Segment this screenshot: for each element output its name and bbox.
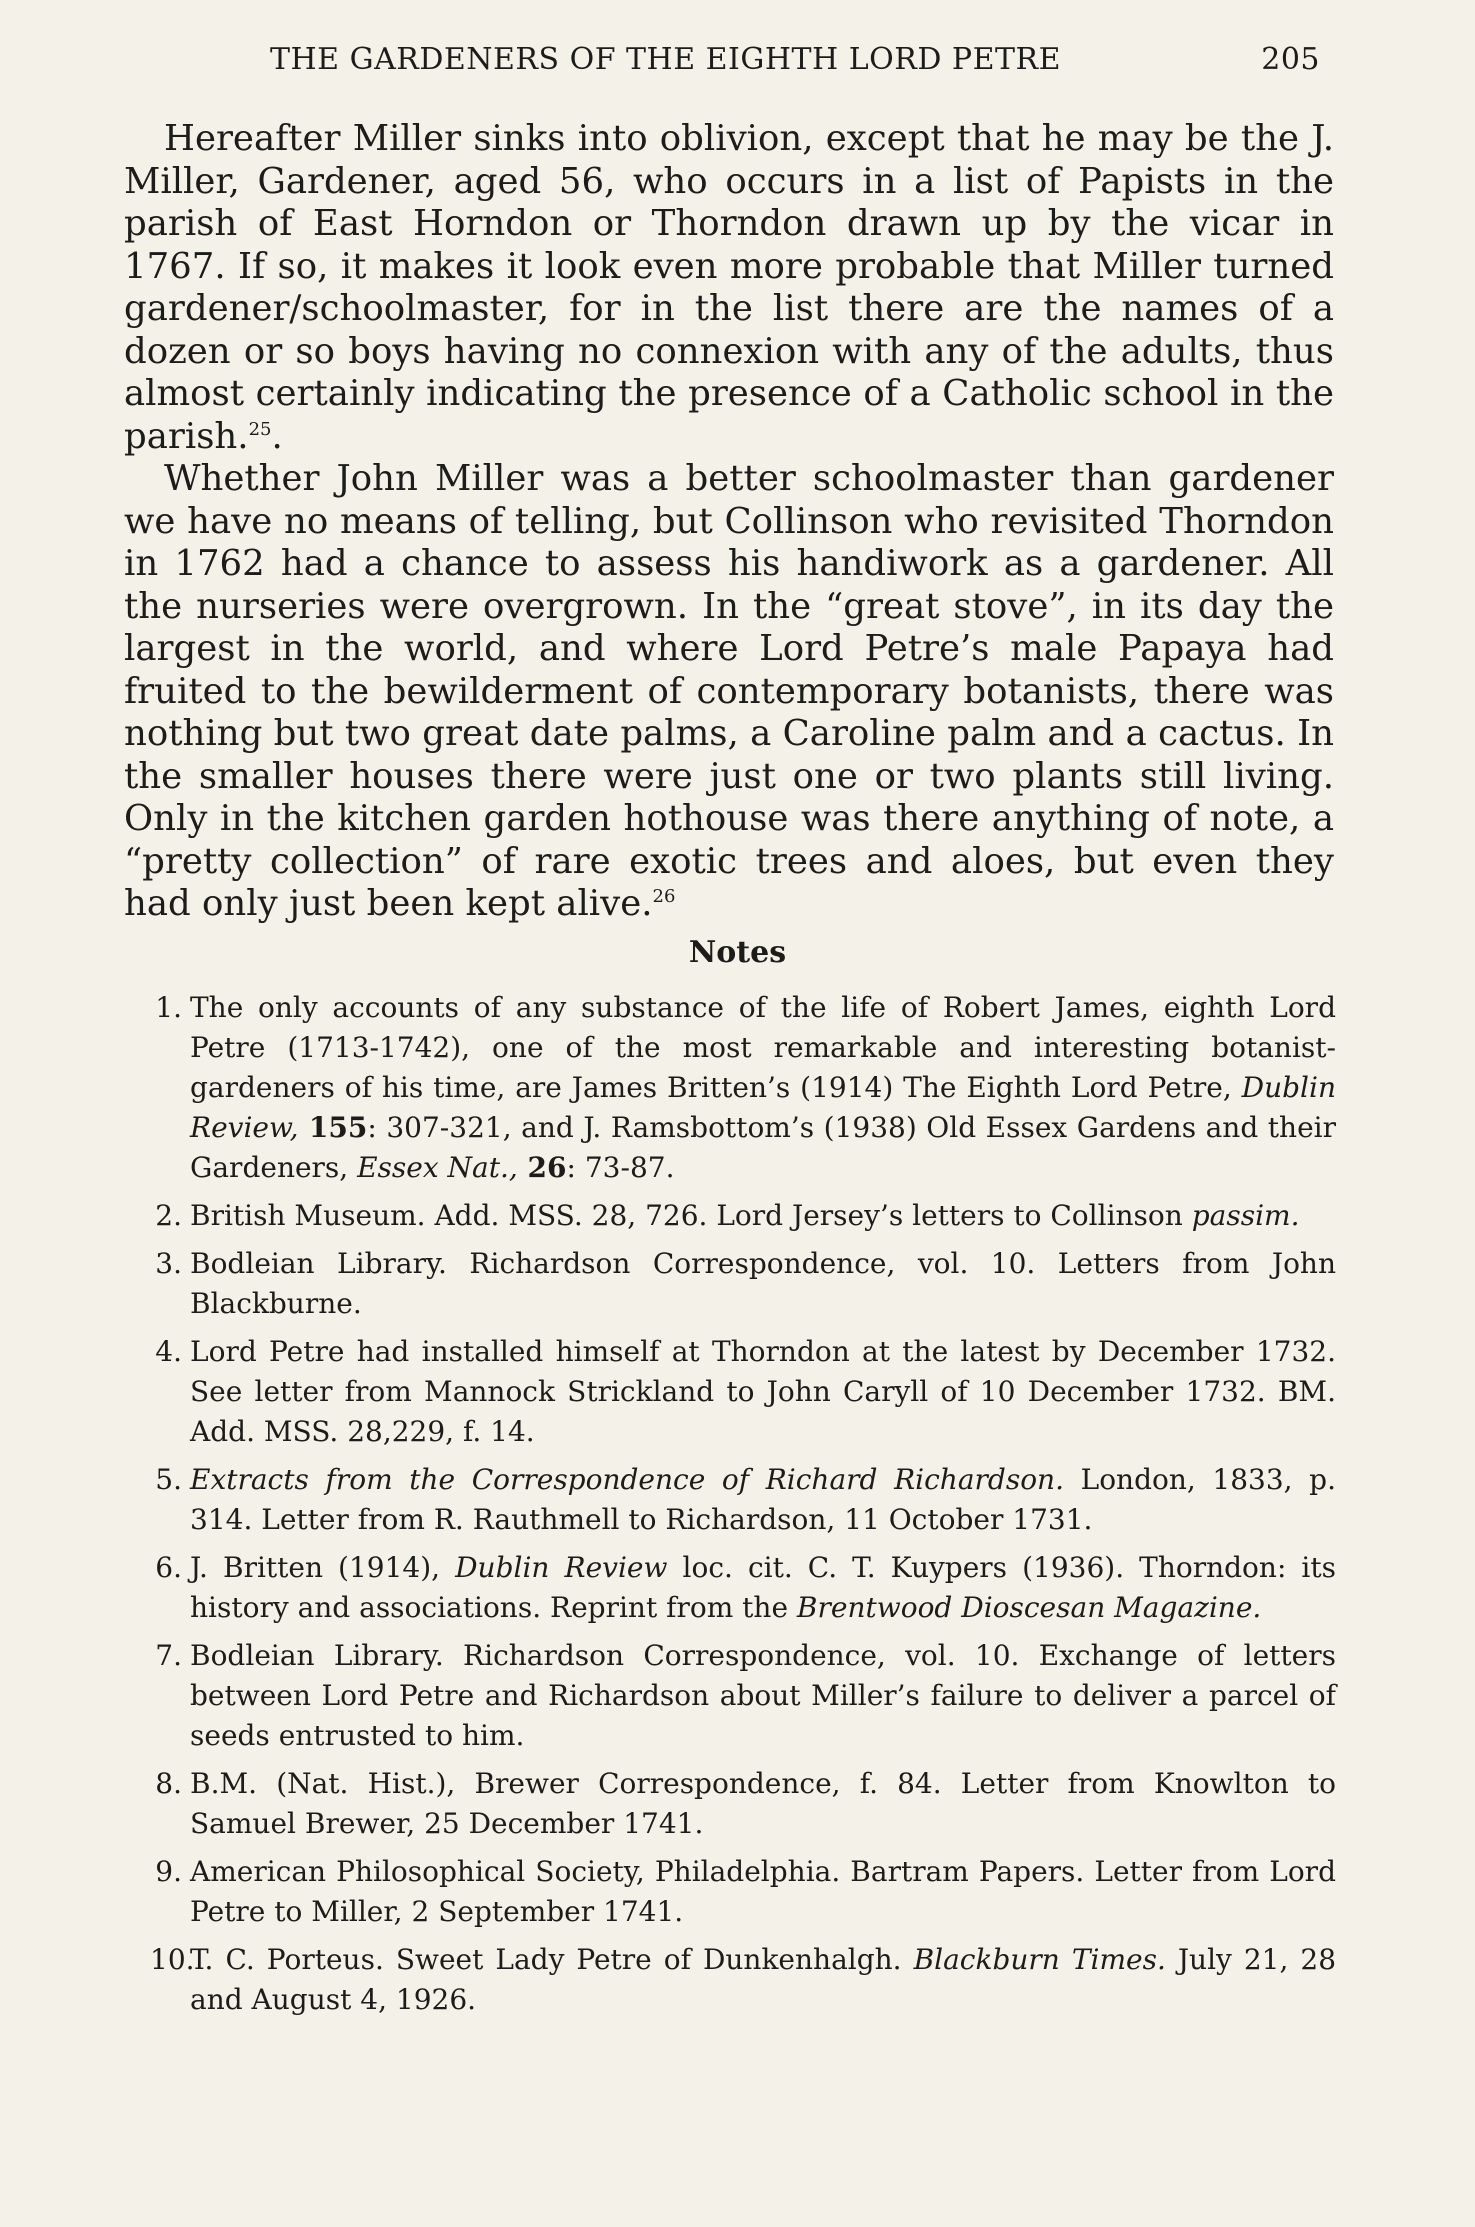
note-text: Bodleian Library. Richardson Correspondence, vol. 10. Letters from John Blackburne. <box>190 1247 1336 1320</box>
note-1 <box>150 988 1336 1188</box>
note-8 <box>150 1764 1336 1844</box>
footnote-ref-26: 26 <box>652 886 676 908</box>
running-head-title: THE GARDENERS OF THE EIGHTH LORD PETRE <box>270 42 1062 77</box>
note-text: Extracts from the Correspondence of Richard Richardson. London, 1833, p. 314. Letter from R. Rauthmell to Richardson, 11 October 1731. <box>190 1463 1337 1536</box>
note-number: 3. <box>155 1247 182 1280</box>
paragraph-1-end: . <box>271 415 283 457</box>
note-number: 5. <box>155 1463 182 1496</box>
note-number: 6. <box>155 1551 182 1584</box>
note-6 <box>150 1548 1336 1628</box>
note-text: Bodleian Library. Richardson Correspondence, vol. 10. Exchange of letters between Lord Petre and Richardson about Miller’s failure to deliver a parcel of seeds entrusted to him. <box>190 1639 1336 1752</box>
note-4 <box>150 1332 1336 1452</box>
note-text: J. Britten (1914), Dublin Review loc. cit. C. T. Kuypers (1936). Thorndon: its history and associations. Reprint from the Brentwood Dioscesan Magazine. <box>190 1551 1336 1624</box>
note-number: 7. <box>155 1639 182 1672</box>
note-number: 9. <box>155 1855 182 1888</box>
note-text: British Museum. Add. MSS. 28, 726. Lord Jersey’s letters to Collinson passim. <box>190 1199 1300 1232</box>
note-number: 1. <box>155 991 182 1024</box>
note-number: 8. <box>155 1767 182 1800</box>
notes-list <box>150 988 1336 2028</box>
notes-heading: Notes <box>688 935 787 970</box>
note-number: 2. <box>155 1199 182 1232</box>
page-number: 205 <box>1261 42 1320 77</box>
note-7 <box>150 1636 1336 1756</box>
paragraph-2 <box>124 458 1334 926</box>
note-text: American Philosophical Society, Philadelphia. Bartram Papers. Letter from Lord Petre to Miller, 2 September 1741. <box>190 1855 1336 1928</box>
footnote-ref-25: 25 <box>248 418 272 440</box>
note-text: B.M. (Nat. Hist.), Brewer Correspondence, f. 84. Letter from Knowlton to Samuel Brewer, 25 December 1741. <box>190 1767 1336 1840</box>
paragraph-1-text: Hereafter Miller sinks into oblivion, except that he may be the J. Miller, Gardener, aged 56, who occurs in a list of Papists in the parish of East Horndon or Thorndon drawn up by the vicar in 1767. If so, it makes it look even more probable that Miller turned gardener/schoolmaster, for in the list there are the names of a dozen or so boys having no connexion with any of the adults, thus almost certainly indicating the presence of a Catholic school in the parish. <box>124 118 1334 457</box>
note-9 <box>150 1852 1336 1932</box>
note-2 <box>150 1196 1336 1236</box>
note-text: T. C. Porteus. Sweet Lady Petre of Dunkenhalgh. Blackburn Times. July 21, 28 and August 4, 1926. <box>190 1943 1337 2016</box>
note-3 <box>150 1244 1336 1324</box>
note-10 <box>150 1940 1336 2020</box>
paragraph-1 <box>124 118 1334 458</box>
note-text: Lord Petre had installed himself at Thorndon at the latest by December 1732. See letter from Mannock Strickland to John Caryll of 10 December 1732. BM. Add. MSS. 28,229, f. 14. <box>190 1335 1336 1448</box>
note-text: The only accounts of any substance of the life of Robert James, eighth Lord Petre (1713-1742), one of the most remarkable and interesting botanist-gardeners of his time, are James Britten’s (1914) The Eighth Lord Petre, Dublin Review, 155: 307-321, and J. Ramsbottom’s (1938) Old Essex Gardens and their Gardeners, Essex Nat., 26: 73-87. <box>190 991 1336 1184</box>
note-5 <box>150 1460 1336 1540</box>
paragraph-2-text: Whether John Miller was a better schoolmaster than gardener we have no means of telling, but Collinson who revisited Thorndon in 1762 had a chance to assess his handiwork as a gardener. All the nurseries were overgrown. In the “great stove”, in its day the largest in the world, and where Lord Petre’s male Papaya had fruited to the bewilderment of contemporary botanists, there was nothing but two great date palms, a Caroline palm and a cactus. In the smaller houses there were just one or two plants still living. Only in the kitchen garden hothouse was there anything of note, a “pretty collection” of rare exotic trees and aloes, but even they had only just been kept alive. <box>124 458 1334 924</box>
note-number: 4. <box>155 1335 182 1368</box>
note-number: 10. <box>150 1943 195 1976</box>
body-text <box>124 118 1334 926</box>
